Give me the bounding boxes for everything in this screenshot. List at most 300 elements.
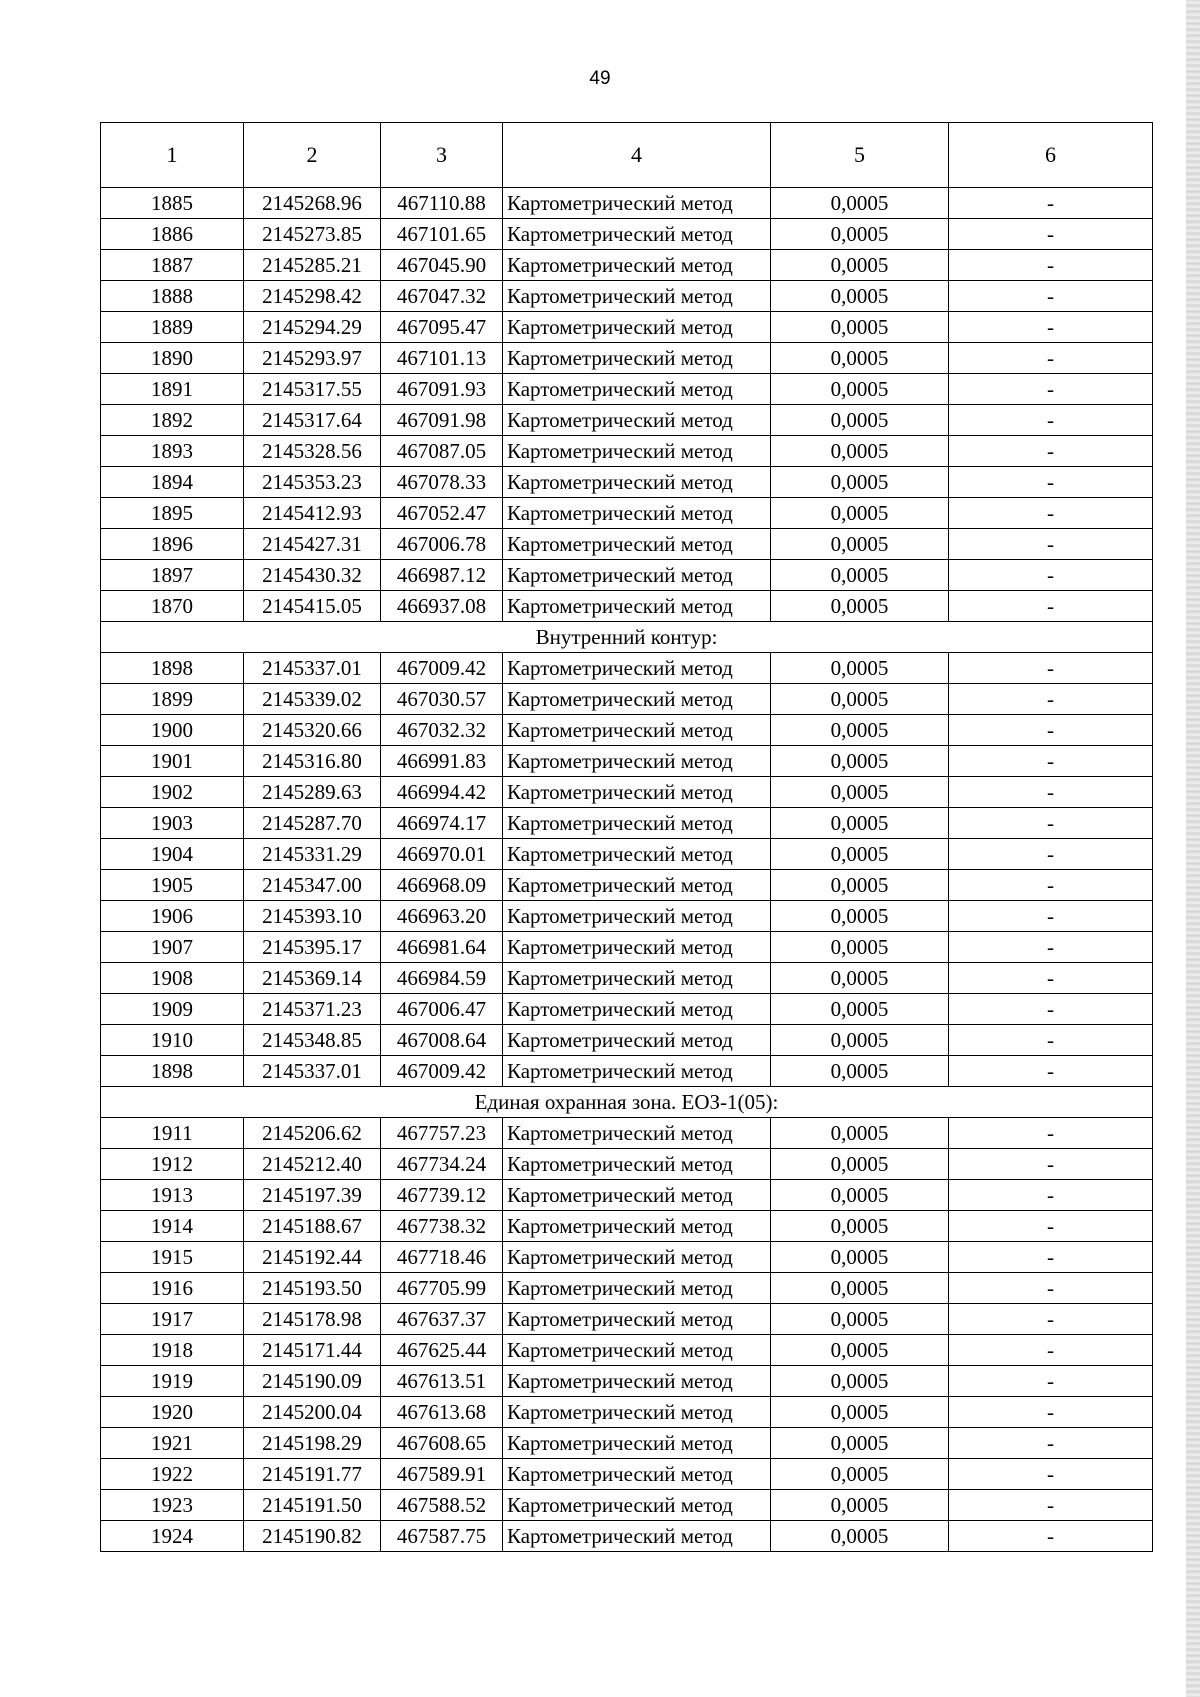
table-row bbox=[101, 1428, 1153, 1459]
remark-cell: - bbox=[949, 343, 1153, 374]
table-row bbox=[101, 436, 1153, 467]
y-coordinate-cell: 467705.99 bbox=[381, 1273, 503, 1304]
method-cell: Картометрический метод bbox=[503, 1025, 771, 1056]
y-coordinate-cell: 467008.64 bbox=[381, 1025, 503, 1056]
table-row bbox=[101, 1273, 1153, 1304]
remark-cell: - bbox=[949, 281, 1153, 312]
point-number-cell: 1914 bbox=[101, 1211, 244, 1242]
accuracy-cell: 0,0005 bbox=[771, 963, 949, 994]
point-number-cell: 1910 bbox=[101, 1025, 244, 1056]
remark-cell: - bbox=[949, 777, 1153, 808]
y-coordinate-cell: 467589.91 bbox=[381, 1459, 503, 1490]
x-coordinate-cell: 2145347.00 bbox=[244, 870, 381, 901]
accuracy-cell: 0,0005 bbox=[771, 1025, 949, 1056]
remark-cell: - bbox=[949, 374, 1153, 405]
remark-cell: - bbox=[949, 529, 1153, 560]
method-cell: Картометрический метод bbox=[503, 250, 771, 281]
remark-cell: - bbox=[949, 839, 1153, 870]
x-coordinate-cell: 2145412.93 bbox=[244, 498, 381, 529]
x-coordinate-cell: 2145348.85 bbox=[244, 1025, 381, 1056]
remark-cell: - bbox=[949, 467, 1153, 498]
point-number-cell: 1913 bbox=[101, 1180, 244, 1211]
section-header-row bbox=[101, 1087, 1153, 1118]
method-cell: Картометрический метод bbox=[503, 901, 771, 932]
column-header-6: 6 bbox=[949, 123, 1153, 188]
method-cell: Картометрический метод bbox=[503, 870, 771, 901]
table-row bbox=[101, 1397, 1153, 1428]
y-coordinate-cell: 466987.12 bbox=[381, 560, 503, 591]
accuracy-cell: 0,0005 bbox=[771, 715, 949, 746]
accuracy-cell: 0,0005 bbox=[771, 498, 949, 529]
point-number-cell: 1892 bbox=[101, 405, 244, 436]
method-cell: Картометрический метод bbox=[503, 343, 771, 374]
x-coordinate-cell: 2145191.77 bbox=[244, 1459, 381, 1490]
accuracy-cell: 0,0005 bbox=[771, 219, 949, 250]
y-coordinate-cell: 467006.78 bbox=[381, 529, 503, 560]
section-title: Внутренний контур: bbox=[101, 622, 1153, 653]
header-row bbox=[101, 123, 1153, 188]
accuracy-cell: 0,0005 bbox=[771, 1490, 949, 1521]
x-coordinate-cell: 2145430.32 bbox=[244, 560, 381, 591]
accuracy-cell: 0,0005 bbox=[771, 932, 949, 963]
method-cell: Картометрический метод bbox=[503, 963, 771, 994]
accuracy-cell: 0,0005 bbox=[771, 188, 949, 219]
y-coordinate-cell: 467734.24 bbox=[381, 1149, 503, 1180]
x-coordinate-cell: 2145212.40 bbox=[244, 1149, 381, 1180]
x-coordinate-cell: 2145393.10 bbox=[244, 901, 381, 932]
y-coordinate-cell: 466974.17 bbox=[381, 808, 503, 839]
table-row bbox=[101, 374, 1153, 405]
table-row bbox=[101, 1335, 1153, 1366]
point-number-cell: 1886 bbox=[101, 219, 244, 250]
method-cell: Картометрический метод bbox=[503, 808, 771, 839]
accuracy-cell: 0,0005 bbox=[771, 467, 949, 498]
section-title: Единая охранная зона. ЕОЗ-1(05): bbox=[101, 1087, 1153, 1118]
accuracy-cell: 0,0005 bbox=[771, 1180, 949, 1211]
accuracy-cell: 0,0005 bbox=[771, 250, 949, 281]
table-row bbox=[101, 1521, 1153, 1552]
y-coordinate-cell: 467757.23 bbox=[381, 1118, 503, 1149]
method-cell: Картометрический метод bbox=[503, 684, 771, 715]
table-row bbox=[101, 777, 1153, 808]
y-coordinate-cell: 467006.47 bbox=[381, 994, 503, 1025]
point-number-cell: 1899 bbox=[101, 684, 244, 715]
remark-cell: - bbox=[949, 1273, 1153, 1304]
point-number-cell: 1917 bbox=[101, 1304, 244, 1335]
accuracy-cell: 0,0005 bbox=[771, 1273, 949, 1304]
method-cell: Картометрический метод bbox=[503, 374, 771, 405]
point-number-cell: 1895 bbox=[101, 498, 244, 529]
point-number-cell: 1903 bbox=[101, 808, 244, 839]
table-row bbox=[101, 746, 1153, 777]
point-number-cell: 1889 bbox=[101, 312, 244, 343]
method-cell: Картометрический метод bbox=[503, 312, 771, 343]
accuracy-cell: 0,0005 bbox=[771, 560, 949, 591]
table-row bbox=[101, 1056, 1153, 1087]
accuracy-cell: 0,0005 bbox=[771, 1118, 949, 1149]
y-coordinate-cell: 466994.42 bbox=[381, 777, 503, 808]
table-row bbox=[101, 1118, 1153, 1149]
accuracy-cell: 0,0005 bbox=[771, 901, 949, 932]
remark-cell: - bbox=[949, 963, 1153, 994]
remark-cell: - bbox=[949, 932, 1153, 963]
table-row bbox=[101, 281, 1153, 312]
table-row bbox=[101, 188, 1153, 219]
method-cell: Картометрический метод bbox=[503, 1056, 771, 1087]
point-number-cell: 1901 bbox=[101, 746, 244, 777]
method-cell: Картометрический метод bbox=[503, 467, 771, 498]
remark-cell: - bbox=[949, 1242, 1153, 1273]
table-row bbox=[101, 343, 1153, 374]
x-coordinate-cell: 2145273.85 bbox=[244, 219, 381, 250]
accuracy-cell: 0,0005 bbox=[771, 1428, 949, 1459]
table-row bbox=[101, 467, 1153, 498]
remark-cell: - bbox=[949, 684, 1153, 715]
accuracy-cell: 0,0005 bbox=[771, 405, 949, 436]
table-row bbox=[101, 405, 1153, 436]
accuracy-cell: 0,0005 bbox=[771, 870, 949, 901]
remark-cell: - bbox=[949, 1490, 1153, 1521]
point-number-cell: 1909 bbox=[101, 994, 244, 1025]
y-coordinate-cell: 467608.65 bbox=[381, 1428, 503, 1459]
accuracy-cell: 0,0005 bbox=[771, 1397, 949, 1428]
accuracy-cell: 0,0005 bbox=[771, 374, 949, 405]
remark-cell: - bbox=[949, 1118, 1153, 1149]
accuracy-cell: 0,0005 bbox=[771, 1335, 949, 1366]
x-coordinate-cell: 2145427.31 bbox=[244, 529, 381, 560]
x-coordinate-cell: 2145294.29 bbox=[244, 312, 381, 343]
point-number-cell: 1870 bbox=[101, 591, 244, 622]
x-coordinate-cell: 2145316.80 bbox=[244, 746, 381, 777]
y-coordinate-cell: 467637.37 bbox=[381, 1304, 503, 1335]
point-number-cell: 1885 bbox=[101, 188, 244, 219]
remark-cell: - bbox=[949, 653, 1153, 684]
scan-edge bbox=[1186, 0, 1200, 1697]
method-cell: Картометрический метод bbox=[503, 1521, 771, 1552]
x-coordinate-cell: 2145190.82 bbox=[244, 1521, 381, 1552]
y-coordinate-cell: 467087.05 bbox=[381, 436, 503, 467]
remark-cell: - bbox=[949, 312, 1153, 343]
accuracy-cell: 0,0005 bbox=[771, 1149, 949, 1180]
y-coordinate-cell: 467739.12 bbox=[381, 1180, 503, 1211]
y-coordinate-cell: 467095.47 bbox=[381, 312, 503, 343]
x-coordinate-cell: 2145197.39 bbox=[244, 1180, 381, 1211]
point-number-cell: 1923 bbox=[101, 1490, 244, 1521]
x-coordinate-cell: 2145371.23 bbox=[244, 994, 381, 1025]
y-coordinate-cell: 467587.75 bbox=[381, 1521, 503, 1552]
point-number-cell: 1896 bbox=[101, 529, 244, 560]
point-number-cell: 1890 bbox=[101, 343, 244, 374]
x-coordinate-cell: 2145353.23 bbox=[244, 467, 381, 498]
y-coordinate-cell: 467030.57 bbox=[381, 684, 503, 715]
accuracy-cell: 0,0005 bbox=[771, 839, 949, 870]
method-cell: Картометрический метод bbox=[503, 1180, 771, 1211]
remark-cell: - bbox=[949, 1304, 1153, 1335]
point-number-cell: 1891 bbox=[101, 374, 244, 405]
x-coordinate-cell: 2145337.01 bbox=[244, 653, 381, 684]
accuracy-cell: 0,0005 bbox=[771, 1459, 949, 1490]
x-coordinate-cell: 2145191.50 bbox=[244, 1490, 381, 1521]
point-number-cell: 1911 bbox=[101, 1118, 244, 1149]
x-coordinate-cell: 2145369.14 bbox=[244, 963, 381, 994]
table-row bbox=[101, 808, 1153, 839]
accuracy-cell: 0,0005 bbox=[771, 1304, 949, 1335]
table-row bbox=[101, 591, 1153, 622]
y-coordinate-cell: 467588.52 bbox=[381, 1490, 503, 1521]
x-coordinate-cell: 2145171.44 bbox=[244, 1335, 381, 1366]
table-row bbox=[101, 932, 1153, 963]
remark-cell: - bbox=[949, 1428, 1153, 1459]
method-cell: Картометрический метод bbox=[503, 1304, 771, 1335]
remark-cell: - bbox=[949, 250, 1153, 281]
point-number-cell: 1904 bbox=[101, 839, 244, 870]
y-coordinate-cell: 467718.46 bbox=[381, 1242, 503, 1273]
x-coordinate-cell: 2145200.04 bbox=[244, 1397, 381, 1428]
method-cell: Картометрический метод bbox=[503, 529, 771, 560]
accuracy-cell: 0,0005 bbox=[771, 1211, 949, 1242]
point-number-cell: 1907 bbox=[101, 932, 244, 963]
x-coordinate-cell: 2145289.63 bbox=[244, 777, 381, 808]
y-coordinate-cell: 467613.68 bbox=[381, 1397, 503, 1428]
remark-cell: - bbox=[949, 1025, 1153, 1056]
accuracy-cell: 0,0005 bbox=[771, 653, 949, 684]
remark-cell: - bbox=[949, 405, 1153, 436]
y-coordinate-cell: 466937.08 bbox=[381, 591, 503, 622]
y-coordinate-cell: 467091.98 bbox=[381, 405, 503, 436]
method-cell: Картометрический метод bbox=[503, 1459, 771, 1490]
method-cell: Картометрический метод bbox=[503, 219, 771, 250]
remark-cell: - bbox=[949, 1459, 1153, 1490]
table-row bbox=[101, 684, 1153, 715]
method-cell: Картометрический метод bbox=[503, 1242, 771, 1273]
y-coordinate-cell: 466968.09 bbox=[381, 870, 503, 901]
accuracy-cell: 0,0005 bbox=[771, 1521, 949, 1552]
point-number-cell: 1915 bbox=[101, 1242, 244, 1273]
y-coordinate-cell: 467045.90 bbox=[381, 250, 503, 281]
y-coordinate-cell: 467047.32 bbox=[381, 281, 503, 312]
y-coordinate-cell: 467738.32 bbox=[381, 1211, 503, 1242]
remark-cell: - bbox=[949, 901, 1153, 932]
remark-cell: - bbox=[949, 1366, 1153, 1397]
x-coordinate-cell: 2145293.97 bbox=[244, 343, 381, 374]
x-coordinate-cell: 2145298.42 bbox=[244, 281, 381, 312]
y-coordinate-cell: 466984.59 bbox=[381, 963, 503, 994]
table-row bbox=[101, 1459, 1153, 1490]
table-row bbox=[101, 1025, 1153, 1056]
method-cell: Картометрический метод bbox=[503, 777, 771, 808]
point-number-cell: 1912 bbox=[101, 1149, 244, 1180]
method-cell: Картометрический метод bbox=[503, 405, 771, 436]
y-coordinate-cell: 467101.13 bbox=[381, 343, 503, 374]
table-row bbox=[101, 529, 1153, 560]
table-row bbox=[101, 1490, 1153, 1521]
accuracy-cell: 0,0005 bbox=[771, 529, 949, 560]
point-number-cell: 1922 bbox=[101, 1459, 244, 1490]
x-coordinate-cell: 2145178.98 bbox=[244, 1304, 381, 1335]
table-row bbox=[101, 250, 1153, 281]
x-coordinate-cell: 2145395.17 bbox=[244, 932, 381, 963]
method-cell: Картометрический метод bbox=[503, 591, 771, 622]
method-cell: Картометрический метод bbox=[503, 653, 771, 684]
remark-cell: - bbox=[949, 1211, 1153, 1242]
point-number-cell: 1919 bbox=[101, 1366, 244, 1397]
table-row bbox=[101, 994, 1153, 1025]
y-coordinate-cell: 467009.42 bbox=[381, 1056, 503, 1087]
table-row bbox=[101, 653, 1153, 684]
y-coordinate-cell: 466970.01 bbox=[381, 839, 503, 870]
point-number-cell: 1921 bbox=[101, 1428, 244, 1459]
section-header-row bbox=[101, 622, 1153, 653]
accuracy-cell: 0,0005 bbox=[771, 808, 949, 839]
table-row bbox=[101, 715, 1153, 746]
table-row bbox=[101, 870, 1153, 901]
table-row bbox=[101, 498, 1153, 529]
y-coordinate-cell: 467101.65 bbox=[381, 219, 503, 250]
method-cell: Картометрический метод bbox=[503, 560, 771, 591]
x-coordinate-cell: 2145317.64 bbox=[244, 405, 381, 436]
accuracy-cell: 0,0005 bbox=[771, 1242, 949, 1273]
x-coordinate-cell: 2145317.55 bbox=[244, 374, 381, 405]
remark-cell: - bbox=[949, 560, 1153, 591]
accuracy-cell: 0,0005 bbox=[771, 777, 949, 808]
accuracy-cell: 0,0005 bbox=[771, 591, 949, 622]
x-coordinate-cell: 2145320.66 bbox=[244, 715, 381, 746]
y-coordinate-cell: 467613.51 bbox=[381, 1366, 503, 1397]
point-number-cell: 1898 bbox=[101, 1056, 244, 1087]
method-cell: Картометрический метод bbox=[503, 1273, 771, 1304]
method-cell: Картометрический метод bbox=[503, 436, 771, 467]
table-body bbox=[101, 188, 1153, 1552]
remark-cell: - bbox=[949, 498, 1153, 529]
y-coordinate-cell: 466981.64 bbox=[381, 932, 503, 963]
x-coordinate-cell: 2145198.29 bbox=[244, 1428, 381, 1459]
y-coordinate-cell: 467078.33 bbox=[381, 467, 503, 498]
x-coordinate-cell: 2145415.05 bbox=[244, 591, 381, 622]
remark-cell: - bbox=[949, 1149, 1153, 1180]
table-row bbox=[101, 839, 1153, 870]
remark-cell: - bbox=[949, 436, 1153, 467]
method-cell: Картометрический метод bbox=[503, 994, 771, 1025]
y-coordinate-cell: 466991.83 bbox=[381, 746, 503, 777]
y-coordinate-cell: 467110.88 bbox=[381, 188, 503, 219]
y-coordinate-cell: 467052.47 bbox=[381, 498, 503, 529]
x-coordinate-cell: 2145192.44 bbox=[244, 1242, 381, 1273]
method-cell: Картометрический метод bbox=[503, 188, 771, 219]
column-header-1: 1 bbox=[101, 123, 244, 188]
accuracy-cell: 0,0005 bbox=[771, 343, 949, 374]
method-cell: Картометрический метод bbox=[503, 1149, 771, 1180]
x-coordinate-cell: 2145188.67 bbox=[244, 1211, 381, 1242]
table-row bbox=[101, 1366, 1153, 1397]
accuracy-cell: 0,0005 bbox=[771, 746, 949, 777]
point-number-cell: 1894 bbox=[101, 467, 244, 498]
accuracy-cell: 0,0005 bbox=[771, 994, 949, 1025]
method-cell: Картометрический метод bbox=[503, 1211, 771, 1242]
table-row bbox=[101, 901, 1153, 932]
remark-cell: - bbox=[949, 1056, 1153, 1087]
column-header-5: 5 bbox=[771, 123, 949, 188]
remark-cell: - bbox=[949, 219, 1153, 250]
point-number-cell: 1898 bbox=[101, 653, 244, 684]
method-cell: Картометрический метод bbox=[503, 1490, 771, 1521]
table-row bbox=[101, 312, 1153, 343]
x-coordinate-cell: 2145193.50 bbox=[244, 1273, 381, 1304]
remark-cell: - bbox=[949, 870, 1153, 901]
table-row bbox=[101, 219, 1153, 250]
remark-cell: - bbox=[949, 188, 1153, 219]
x-coordinate-cell: 2145206.62 bbox=[244, 1118, 381, 1149]
y-coordinate-cell: 467625.44 bbox=[381, 1335, 503, 1366]
y-coordinate-cell: 466963.20 bbox=[381, 901, 503, 932]
accuracy-cell: 0,0005 bbox=[771, 436, 949, 467]
accuracy-cell: 0,0005 bbox=[771, 312, 949, 343]
x-coordinate-cell: 2145328.56 bbox=[244, 436, 381, 467]
column-header-4: 4 bbox=[503, 123, 771, 188]
table-row bbox=[101, 1242, 1153, 1273]
point-number-cell: 1918 bbox=[101, 1335, 244, 1366]
method-cell: Картометрический метод bbox=[503, 1118, 771, 1149]
table-row bbox=[101, 1304, 1153, 1335]
point-number-cell: 1906 bbox=[101, 901, 244, 932]
method-cell: Картометрический метод bbox=[503, 281, 771, 312]
remark-cell: - bbox=[949, 1521, 1153, 1552]
point-number-cell: 1924 bbox=[101, 1521, 244, 1552]
method-cell: Картометрический метод bbox=[503, 746, 771, 777]
point-number-cell: 1905 bbox=[101, 870, 244, 901]
table-row bbox=[101, 963, 1153, 994]
point-number-cell: 1920 bbox=[101, 1397, 244, 1428]
point-number-cell: 1893 bbox=[101, 436, 244, 467]
method-cell: Картометрический метод bbox=[503, 1397, 771, 1428]
y-coordinate-cell: 467009.42 bbox=[381, 653, 503, 684]
method-cell: Картометрический метод bbox=[503, 715, 771, 746]
x-coordinate-cell: 2145337.01 bbox=[244, 1056, 381, 1087]
accuracy-cell: 0,0005 bbox=[771, 281, 949, 312]
remark-cell: - bbox=[949, 1335, 1153, 1366]
table-header bbox=[101, 123, 1153, 188]
x-coordinate-cell: 2145339.02 bbox=[244, 684, 381, 715]
point-number-cell: 1916 bbox=[101, 1273, 244, 1304]
remark-cell: - bbox=[949, 994, 1153, 1025]
method-cell: Картометрический метод bbox=[503, 932, 771, 963]
column-header-2: 2 bbox=[244, 123, 381, 188]
y-coordinate-cell: 467032.32 bbox=[381, 715, 503, 746]
remark-cell: - bbox=[949, 1180, 1153, 1211]
remark-cell: - bbox=[949, 746, 1153, 777]
column-header-3: 3 bbox=[381, 123, 503, 188]
point-number-cell: 1887 bbox=[101, 250, 244, 281]
table-row bbox=[101, 1149, 1153, 1180]
page-number: 49 bbox=[589, 68, 611, 89]
coordinates-table bbox=[100, 122, 1153, 1552]
method-cell: Картометрический метод bbox=[503, 498, 771, 529]
accuracy-cell: 0,0005 bbox=[771, 1056, 949, 1087]
x-coordinate-cell: 2145268.96 bbox=[244, 188, 381, 219]
remark-cell: - bbox=[949, 715, 1153, 746]
remark-cell: - bbox=[949, 1397, 1153, 1428]
x-coordinate-cell: 2145331.29 bbox=[244, 839, 381, 870]
table-row bbox=[101, 1180, 1153, 1211]
accuracy-cell: 0,0005 bbox=[771, 1366, 949, 1397]
method-cell: Картометрический метод bbox=[503, 839, 771, 870]
method-cell: Картометрический метод bbox=[503, 1335, 771, 1366]
point-number-cell: 1888 bbox=[101, 281, 244, 312]
x-coordinate-cell: 2145190.09 bbox=[244, 1366, 381, 1397]
point-number-cell: 1902 bbox=[101, 777, 244, 808]
table-row bbox=[101, 560, 1153, 591]
method-cell: Картометрический метод bbox=[503, 1366, 771, 1397]
point-number-cell: 1897 bbox=[101, 560, 244, 591]
